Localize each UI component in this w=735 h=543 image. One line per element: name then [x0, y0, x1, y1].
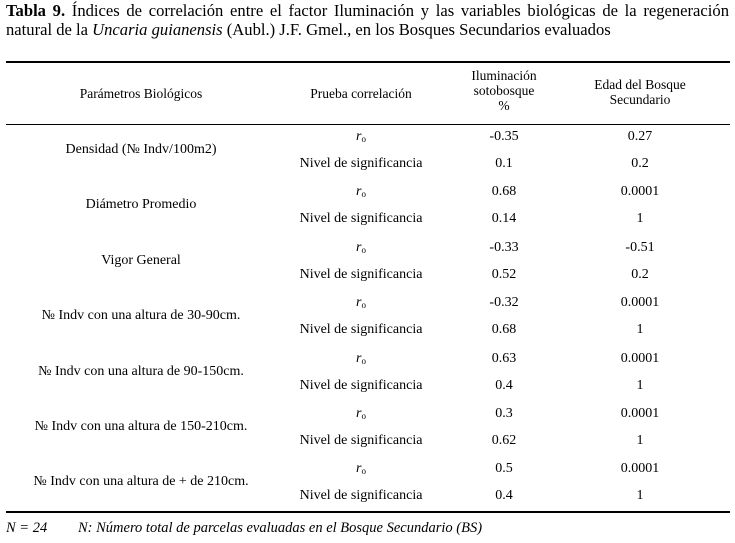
r-symbol: r [356, 239, 362, 255]
value-r-age: 0.0001 [620, 184, 660, 200]
value-sig-illumination: 0.1 [495, 156, 513, 171]
correlation-label [276, 129, 446, 147]
value-r-age: 0.0001 [620, 295, 660, 311]
caption-text-after: (Aubl.) J.F. Gmel., en los Bosques Secundarios evaluados [222, 19, 611, 39]
caption-label: Tabla 9. [6, 1, 66, 20]
value-sig-illumination: 0.68 [491, 322, 517, 338]
footnote-definition: N: Número total de parcelas evaluadas en el Bosque Secundario (BS) [78, 520, 483, 536]
header-iluminacion-line2: sotobosque [473, 83, 535, 98]
significance-label: Nivel de significancia [299, 156, 423, 171]
r-subscript: o [361, 466, 366, 477]
value-sig-age: 1 [636, 488, 644, 504]
r-symbol: r [356, 184, 362, 200]
value-sig-age: 1 [636, 377, 644, 393]
table-top-rule [6, 61, 730, 63]
correlation-label [276, 461, 446, 479]
value-sig-age: 1 [636, 433, 644, 448]
r-subscript: o [361, 244, 366, 255]
value-r-age: 0.0001 [620, 461, 660, 477]
value-sig-age: 0.2 [631, 156, 649, 171]
value-sig-age: 1 [636, 211, 644, 227]
correlation-label [276, 351, 446, 369]
value-sig-illumination: 0.14 [491, 211, 517, 227]
row-param: № Indv con una altura de 90-150cm. [38, 363, 244, 379]
significance-label: Nivel de significancia [299, 488, 423, 504]
r-subscript: o [361, 355, 366, 366]
header-bottom-rule [6, 124, 730, 125]
r-subscript: o [361, 134, 366, 144]
header-prueba: Prueba correlación [310, 86, 412, 101]
caption-species: Uncaria guianensis [92, 19, 223, 39]
row-param: Diámetro Promedio [85, 197, 197, 213]
value-sig-illumination: 0.62 [491, 433, 517, 448]
r-subscript: o [361, 189, 366, 200]
header-iluminacion-line1: Iluminación [471, 68, 537, 83]
r-symbol: r [356, 129, 362, 144]
table-footnote [6, 520, 730, 537]
table-caption [6, 2, 729, 39]
significance-label: Nivel de significancia [299, 322, 423, 338]
value-sig-age: 0.2 [631, 266, 649, 282]
value-r-illumination: 0.3 [495, 406, 513, 421]
significance-label: Nivel de significancia [299, 266, 423, 282]
value-r-age: 0.0001 [620, 406, 660, 421]
significance-label: Nivel de significancia [299, 433, 423, 448]
correlation-label [276, 240, 446, 258]
value-r-illumination: -0.33 [489, 239, 519, 255]
significance-label: Nivel de significancia [299, 211, 423, 227]
correlation-label [276, 406, 446, 424]
header-edad [570, 77, 710, 107]
value-sig-age: 1 [636, 322, 644, 338]
value-sig-illumination: 0.4 [495, 488, 513, 504]
value-r-illumination: 0.5 [495, 461, 513, 477]
header-edad-line1: Edad del Bosque [594, 77, 686, 92]
row-param: № Indv con una altura de 30-90cm. [41, 308, 241, 324]
value-r-age: 0.0001 [620, 350, 660, 366]
value-r-age: -0.51 [625, 239, 655, 255]
value-r-illumination: -0.35 [489, 129, 519, 144]
value-r-illumination: -0.32 [489, 295, 519, 311]
value-r-age: 0.27 [627, 129, 653, 144]
caption-text-before: Índices de correlación entre el factor Iluminación y las variables biológicas de la regeneración natural de la [6, 1, 729, 39]
row-param: № Indv con una altura de 150-210cm. [34, 419, 248, 434]
r-subscript: o [361, 411, 366, 421]
correlation-label [276, 295, 446, 313]
correlation-label [276, 184, 446, 202]
r-subscript: o [361, 300, 366, 311]
r-symbol: r [356, 461, 362, 477]
value-sig-illumination: 0.52 [491, 266, 517, 282]
header-iluminacion [446, 68, 562, 113]
footnote-n: N = 24 [6, 520, 48, 536]
table-bottom-rule [6, 511, 730, 513]
header-parametros: Parámetros Biológicos [79, 86, 203, 101]
row-param: № Indv con una altura de + de 210cm. [33, 474, 249, 490]
header-iluminacion-line3: % [498, 98, 510, 113]
value-sig-illumination: 0.4 [495, 377, 513, 393]
header-edad-line2: Secundario [609, 92, 671, 107]
r-symbol: r [356, 295, 362, 311]
value-r-illumination: 0.68 [491, 184, 517, 200]
value-r-illumination: 0.63 [491, 350, 517, 366]
row-param: Densidad (№ Indv/100m2) [65, 142, 217, 157]
row-param: Vigor General [101, 252, 181, 268]
r-symbol: r [356, 406, 362, 421]
r-symbol: r [356, 350, 362, 366]
significance-label: Nivel de significancia [299, 377, 423, 393]
